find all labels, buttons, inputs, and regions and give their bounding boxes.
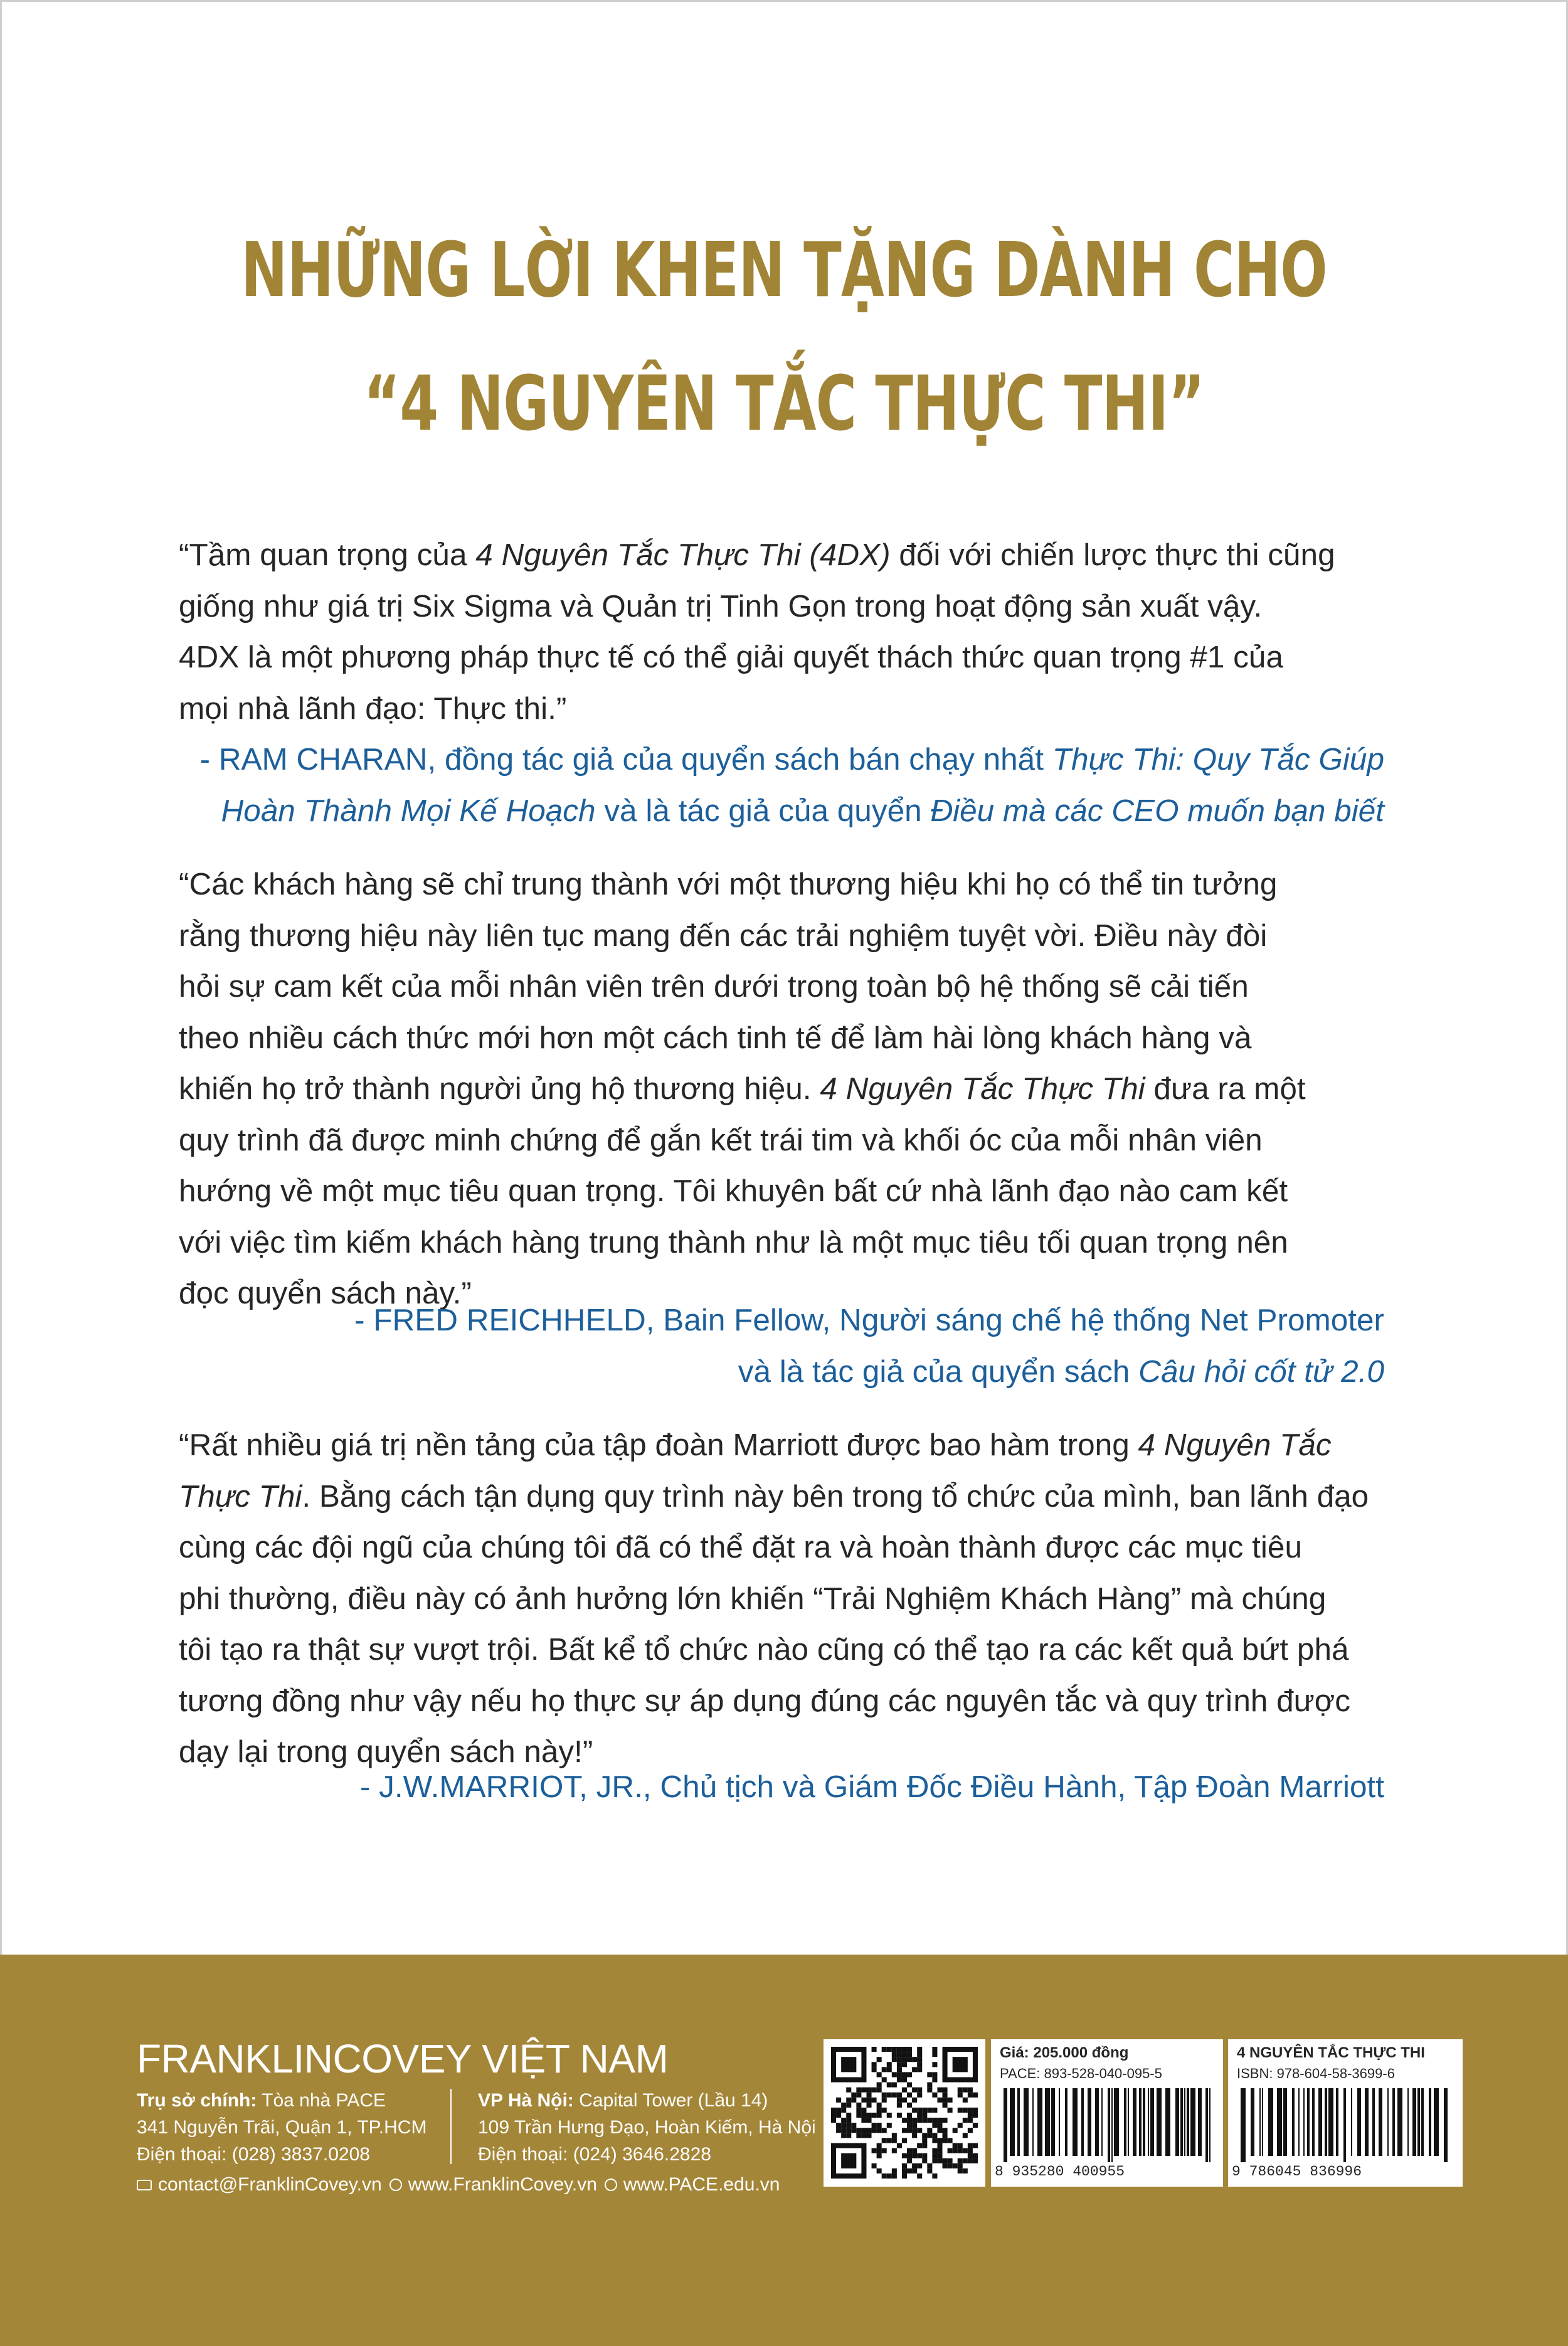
quote-line: mọi nhà lãnh đạo: Thực thi.”	[179, 691, 567, 726]
pace-code: PACE: 893-528-040-095-5	[1000, 2066, 1162, 2081]
quote-line: khiến họ trở thành người ủng hộ thương hiệu. 4 Nguyên Tắc Thực Thi đưa ra một	[179, 1071, 1306, 1106]
quote-line: đọc quyển sách này.”	[179, 1276, 472, 1310]
quote-line: rằng thương hiệu này liên tục mang đến các trải nghiệm tuyệt vời. Điều này đòi	[179, 918, 1268, 953]
attribution-line: - RAM CHARAN, đồng tác giả của quyển sách bán chạy nhất Thực Thi: Quy Tắc Giúp	[199, 742, 1384, 777]
quote-line: theo nhiều cách thức mới hơn một cách tinh tế để làm hài lòng khách hàng và	[179, 1020, 1252, 1055]
isbn-barcode-box	[1228, 2039, 1463, 2187]
price-barcode-box	[991, 2039, 1223, 2187]
title-line-2: “4 NGUYÊN TẮC THỰC THI”	[363, 361, 1205, 448]
book-title-label: 4 NGUYÊN TẮC THỰC THI	[1237, 2044, 1425, 2061]
attribution-fred-reichheld	[179, 1295, 1384, 1397]
hq-label: Trụ sở chính:	[137, 2090, 257, 2111]
hanoi-label: VP Hà Nội:	[478, 2090, 574, 2111]
quote-line: phi thường, điều này có ảnh hưởng lớn khiến “Trải Nghiệm Khách Hàng” mà chúng	[179, 1581, 1327, 1616]
barcode-digits: 9 786045 836996	[1232, 2163, 1362, 2180]
quote-line: tôi tạo ra thật sự vượt trội. Bất kể tổ chức nào cũng có thể tạo ra các kết quả bứt phá	[179, 1632, 1349, 1667]
quote-line: “Các khách hàng sẽ chỉ trung thành với một thương hiệu khi họ có thể tin tưởng	[179, 867, 1278, 901]
quote-line: “Rất nhiều giá trị nền tảng của tập đoàn Marriott được bao hàm trong 4 Nguyên Tắc	[179, 1428, 1332, 1462]
attribution-line: - J.W.MARRIOT, JR., Chủ tịch và Giám Đốc Điều Hành, Tập Đoàn Marriott	[359, 1770, 1384, 1804]
attribution-line: và là tác giả của quyển sách Câu hỏi cốt tử 2.0	[738, 1354, 1384, 1389]
isbn-code: ISBN: 978-604-58-3699-6	[1237, 2066, 1395, 2081]
quote-ram-charan	[179, 529, 1389, 734]
quote-fred-reichheld	[179, 859, 1389, 1319]
attribution-line: - FRED REICHHELD, Bain Fellow, Người sáng chế hệ thống Net Promoter	[354, 1303, 1384, 1337]
email-link[interactable]: contact@FranklinCovey.vn	[158, 2174, 382, 2195]
contact-links	[137, 2174, 780, 2195]
price-label: Giá: 205.000 đồng	[1000, 2044, 1129, 2061]
mail-icon	[137, 2180, 152, 2190]
attribution-line: Hoàn Thành Mọi Kế Hoạch và là tác giả của quyển Điều mà các CEO muốn bạn biết	[221, 793, 1384, 828]
qr-code-box	[824, 2039, 985, 2187]
quote-line: hỏi sự cam kết của mỗi nhân viên trên dưới trong toàn bộ hệ thống sẽ cải tiến	[179, 969, 1249, 1004]
hanoi-address: VP Hà Nội: Capital Tower (Lầu 14) 109 Trần Hưng Đạo, Hoàn Kiếm, Hà Nội Điện thoại: (024) 3646.2828	[478, 2090, 816, 2165]
barcode-icon	[1000, 2088, 1214, 2162]
barcode-icon	[1237, 2088, 1454, 2162]
website-franklincovey[interactable]: www.FranklinCovey.vn	[408, 2174, 597, 2195]
website-pace[interactable]: www.PACE.edu.vn	[623, 2174, 780, 2195]
quote-jw-marriott	[179, 1420, 1389, 1778]
barcode-digits: 8 935280 400955	[995, 2163, 1125, 2180]
quote-line: với việc tìm kiếm khách hàng trung thành như là một mục tiêu tối quan trọng nên	[179, 1224, 1288, 1260]
address-divider	[450, 2089, 452, 2164]
hq-address: Trụ sở chính: Tòa nhà PACE 341 Nguyễn Trãi, Quận 1, TP.HCM Điện thoại: (028) 3837.0208	[137, 2090, 427, 2165]
qr-code-icon	[831, 2047, 978, 2179]
globe-icon	[605, 2179, 617, 2191]
page-title	[204, 204, 1364, 471]
globe-icon	[389, 2179, 402, 2191]
quote-line: tương đồng như vậy nếu họ thực sự áp dụng đúng các nguyên tắc và quy trình được	[179, 1683, 1351, 1718]
publisher-brand: FRANKLINCOVEY VIỆT NAM	[137, 2036, 669, 2081]
quote-line: dạy lại trong quyển sách này!”	[179, 1734, 593, 1769]
quote-line: “Tầm quan trọng của 4 Nguyên Tắc Thực Thi (4DX) đối với chiến lược thực thi cũng	[179, 538, 1335, 572]
quote-line: giống như giá trị Six Sigma và Quản trị Tinh Gọn trong hoạt động sản xuất vậy.	[179, 588, 1263, 624]
attribution-jw-marriott	[179, 1761, 1384, 1813]
quote-line: hướng về một mục tiêu quan trọng. Tôi khuyên bất cứ nhà lãnh đạo nào cam kết	[179, 1174, 1288, 1208]
quote-line: Thực Thi. Bằng cách tận dụng quy trình này bên trong tổ chức của mình, ban lãnh đạo	[179, 1478, 1369, 1514]
attribution-ram-charan	[179, 734, 1384, 836]
quote-line: 4DX là một phương pháp thực tế có thể giải quyết thách thức quan trọng #1 của	[179, 640, 1283, 674]
title-line-1: NHỮNG LỜI KHEN TẶNG DÀNH CHO	[241, 227, 1327, 314]
quote-line: quy trình đã được minh chứng để gắn kết trái tim và khối óc của mỗi nhân viên	[179, 1122, 1263, 1157]
quote-line: cùng các đội ngũ của chúng tôi đã có thể đặt ra và hoàn thành được các mục tiêu	[179, 1530, 1302, 1564]
